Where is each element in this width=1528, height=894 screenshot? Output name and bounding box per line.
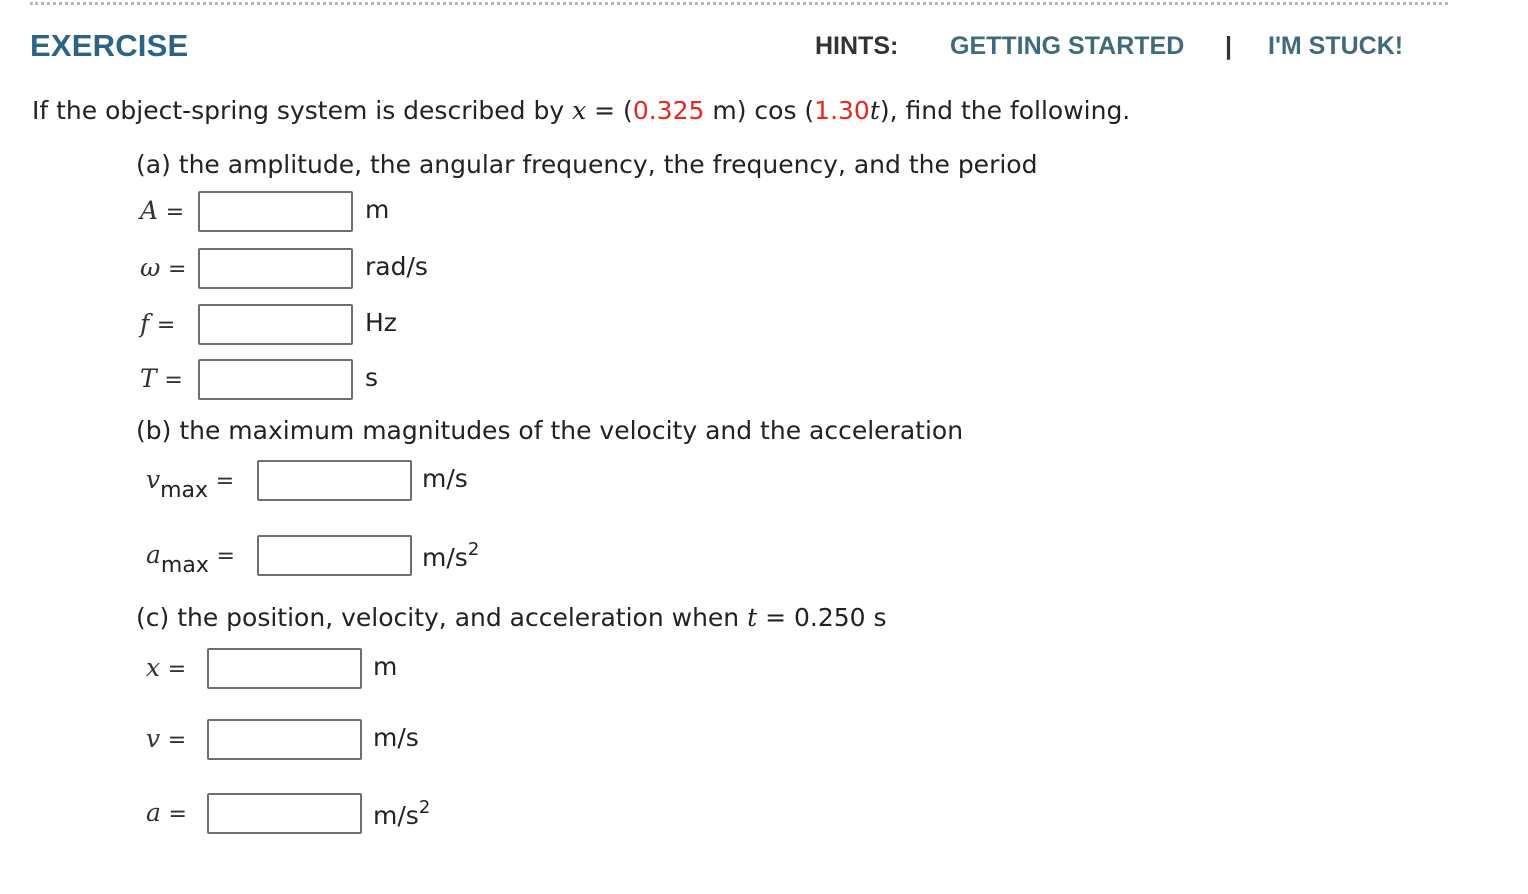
velocity-label: v =	[146, 724, 187, 753]
frequency-label: f =	[140, 309, 176, 338]
position-unit: m	[373, 652, 398, 681]
variable-t: t	[869, 96, 880, 125]
frequency-unit: Hz	[365, 308, 397, 337]
variable-x: x	[572, 96, 587, 125]
angular-frequency-label: ω =	[140, 253, 187, 282]
acceleration-unit: $m/s^2$	[373, 797, 431, 830]
angular-frequency-unit: rad/s	[365, 252, 428, 281]
period-label: T =	[140, 364, 183, 393]
omega-value: 1.30	[814, 96, 870, 125]
exercise-title: EXERCISE	[30, 28, 189, 63]
velocity-unit: m/s	[373, 723, 419, 752]
part-c-title: (c) the position, velocity, and acceleration when t = 0.250 s	[136, 603, 887, 632]
acceleration-label: a =	[146, 798, 187, 827]
position-label: x =	[146, 653, 187, 682]
amplitude-value: 0.325	[632, 96, 705, 125]
vmax-label: $v_{max}$ =	[146, 465, 235, 503]
position-input[interactable]	[207, 648, 362, 689]
vmax-unit: m/s	[422, 464, 468, 493]
period-input[interactable]	[198, 359, 353, 400]
amplitude-unit: m	[365, 195, 390, 224]
velocity-input[interactable]	[207, 719, 362, 760]
period-unit: s	[365, 363, 379, 392]
part-b-title: (b) the maximum magnitudes of the velocity and the acceleration	[136, 416, 964, 445]
amplitude-label: A =	[140, 196, 185, 225]
vmax-input[interactable]	[257, 460, 412, 501]
frequency-input[interactable]	[198, 304, 353, 345]
amax-unit: $m/s^2$	[422, 539, 480, 572]
hints-label: HINTS:	[815, 32, 899, 60]
hint-separator: |	[1225, 32, 1232, 60]
part-a-title: (a) the amplitude, the angular frequency, the frequency, and the period	[136, 150, 1038, 179]
top-dotted-divider	[30, 2, 1448, 5]
amax-input[interactable]	[257, 535, 412, 576]
problem-statement: If the object-spring system is described by x = (0.325 m) cos (1.30t), find the following.	[32, 96, 1131, 125]
getting-started-link[interactable]: GETTING STARTED	[950, 32, 1185, 60]
acceleration-input[interactable]	[207, 793, 362, 834]
amplitude-input[interactable]	[198, 191, 353, 232]
im-stuck-link[interactable]: I'M STUCK!	[1268, 32, 1404, 60]
angular-frequency-input[interactable]	[198, 248, 353, 289]
amax-label: $a_{max}$ =	[146, 540, 235, 578]
